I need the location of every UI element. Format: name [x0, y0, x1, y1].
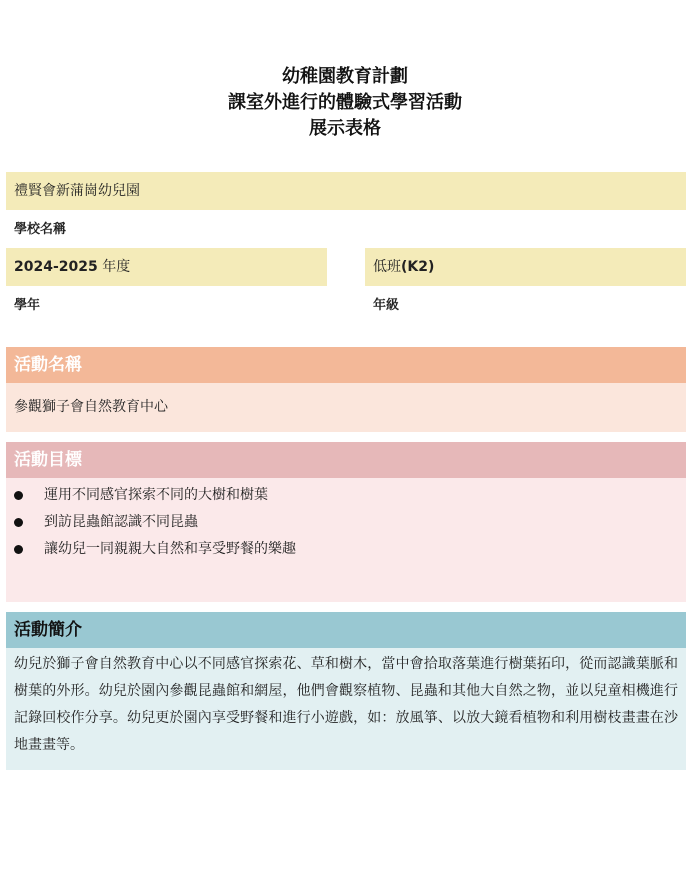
bullet-icon [14, 545, 23, 554]
objectives-body [6, 478, 686, 602]
objective-text: 運用不同感官探索不同的大樹和樹葉 [44, 487, 268, 503]
list-item [14, 536, 686, 563]
list-item [14, 482, 686, 509]
bullet-icon [14, 491, 23, 500]
page-title-line-1: 幼稚園教育計劃 [282, 66, 408, 87]
grade-field [365, 248, 686, 286]
objectives-list [14, 482, 686, 563]
academic-year-label: 學年 [14, 298, 41, 313]
list-item [14, 509, 686, 536]
school-name-value: 禮賢會新蒲崗幼兒園 [14, 183, 140, 199]
objective-text: 讓幼兒一同親親大自然和享受野餐的樂趣 [44, 541, 296, 557]
summary-header: 活動簡介 [6, 612, 686, 648]
page-title-line-2: 課室外進行的體驗式學習活動 [228, 92, 462, 113]
academic-year-field [6, 248, 327, 286]
activity-name-value: 參觀獅子會自然教育中心 [14, 399, 168, 415]
school-name-label: 學校名稱 [14, 222, 67, 237]
page-title-line-3: 展示表格 [309, 118, 381, 139]
objective-text: 到訪昆蟲館認識不同昆蟲 [44, 514, 198, 530]
summary-text: 幼兒於獅子會自然教育中心以不同感官探索花、草和樹木，當中會拾取落葉進行樹葉拓印，從而認識葉脈和樹葉的外形。幼兒於園內參觀昆蟲館和網屋，他們會觀察植物、昆蟲和其他大自然之物，並以兒童相機進行記錄回校作分享。幼兒更於園內享受野餐和進行小遊戲，如：放風箏、以放大鏡看植物和利用樹枝畫畫在沙地畫畫等。 [14, 656, 678, 753]
activity-name-header: 活動名稱 [6, 347, 686, 383]
academic-year-number: 2024-2025 [14, 259, 98, 275]
summary-body [6, 648, 686, 770]
bullet-icon [14, 518, 23, 527]
grade-label: 年級 [373, 298, 400, 313]
objectives-header: 活動目標 [6, 442, 686, 478]
grade-prefix: 低班 [373, 259, 401, 275]
school-name-field [6, 172, 686, 210]
academic-year-suffix: 年度 [97, 259, 131, 275]
grade-code: (K2) [401, 259, 435, 275]
activity-name-body [6, 383, 686, 432]
